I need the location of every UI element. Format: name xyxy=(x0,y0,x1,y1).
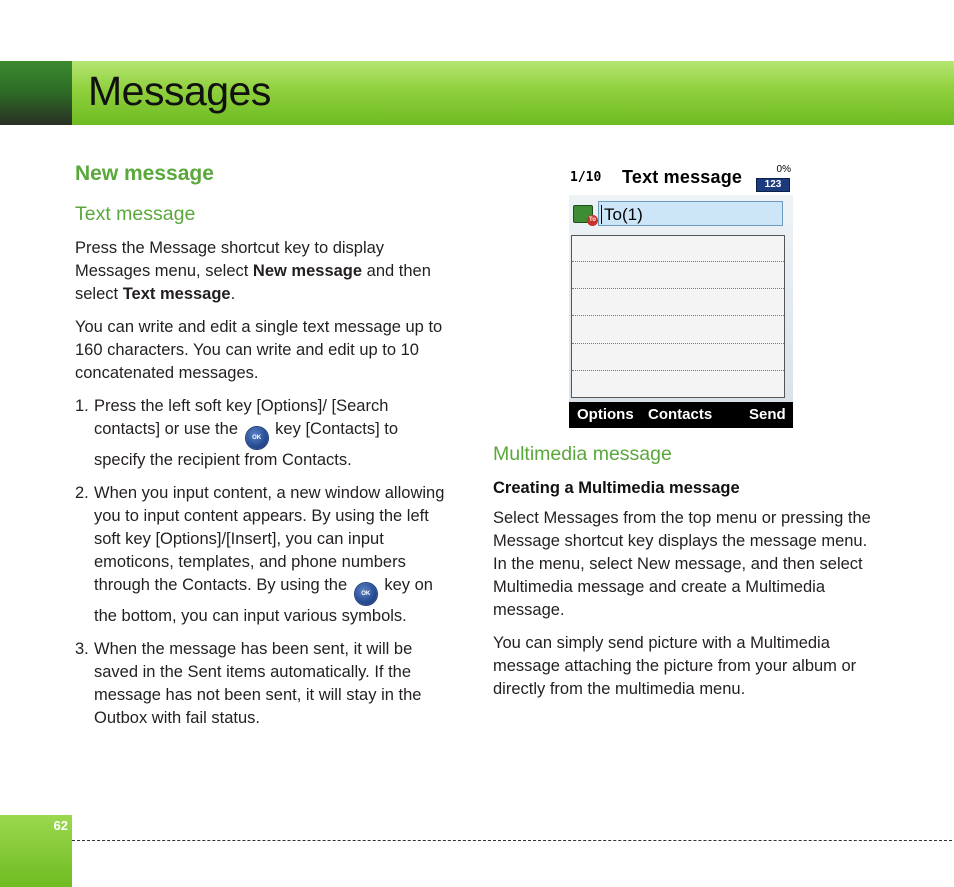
step-number: 2. xyxy=(75,484,89,502)
capacity-percent: 0% xyxy=(776,164,791,175)
input-mode-badge: 123 xyxy=(756,178,790,192)
phone-screen-title: Text message xyxy=(622,167,743,187)
section-title: New message xyxy=(75,162,214,185)
list-item: 3. When the message has been sent, it will be saved in the Sent items automatically. If the message has not been sent, it will stay in the Outbox with fail status. xyxy=(75,640,422,727)
text-line xyxy=(572,288,784,289)
text-line xyxy=(572,370,784,371)
header-tab xyxy=(0,61,72,125)
step-number: 1. xyxy=(75,397,89,415)
recipient-field[interactable]: To(1) xyxy=(598,201,783,226)
message-textarea[interactable] xyxy=(571,235,785,398)
phone-body xyxy=(569,195,793,402)
ok-key-icon: OK xyxy=(355,583,377,605)
right-column xyxy=(493,441,873,711)
multimedia-paragraph-1: Select Messages from the top menu or pressing the Message shortcut key displays the message menu. In the menu, select New message, and then select Multimedia message and create a Multimedia message. xyxy=(493,509,871,619)
description-paragraph: You can write and edit a single text message up to 160 characters. You can write and edit up to 10 concatenated messages. xyxy=(75,318,443,382)
soft-key-bar xyxy=(569,402,793,428)
options-soft-key[interactable]: Options xyxy=(577,406,634,423)
intro-paragraph: Press the Message shortcut key to display Messages menu, select New message and then select Text message. xyxy=(75,239,431,303)
step-number: 3. xyxy=(75,640,89,658)
steps-list xyxy=(75,395,453,730)
heading-creating-multimedia: Creating a Multimedia message xyxy=(493,479,740,497)
page-number: 62 xyxy=(53,818,68,833)
send-soft-key[interactable]: Send xyxy=(749,406,786,423)
recipient-icon: To xyxy=(573,205,593,223)
page-title: Messages xyxy=(88,68,271,114)
footer-divider xyxy=(72,840,952,841)
contacts-soft-key[interactable]: Contacts xyxy=(648,406,713,423)
ok-key-icon: OK xyxy=(246,427,268,449)
multimedia-paragraph-2: You can simply send picture with a Multimedia message attaching the picture from your album or directly from the multimedia menu. xyxy=(493,634,857,698)
text-line xyxy=(572,315,784,316)
phone-screen xyxy=(569,164,793,428)
text-line xyxy=(572,343,784,344)
subsection-title-multimedia: Multimedia message xyxy=(493,443,672,465)
bold-new-message: New message xyxy=(252,262,363,280)
left-column xyxy=(75,160,453,740)
phone-status-bar xyxy=(569,164,793,195)
list-item: 1. Press the left soft key [Options]/ [Search contacts] or use the OK key [Contacts] to specify the recipient from Contacts. xyxy=(75,397,399,469)
subsection-title-text-message: Text message xyxy=(75,203,196,225)
message-count: 1/10 xyxy=(570,170,602,185)
text-line xyxy=(572,261,784,262)
bold-text-message: Text message xyxy=(122,285,231,303)
list-item: 2. When you input content, a new window allowing you to input content appears. By using the left soft key [Options]/[Insert], you can input emoticons, templates, and phone numbers through the Contacts. By using the OK key on the bottom, you can input various symbols. xyxy=(75,484,445,625)
